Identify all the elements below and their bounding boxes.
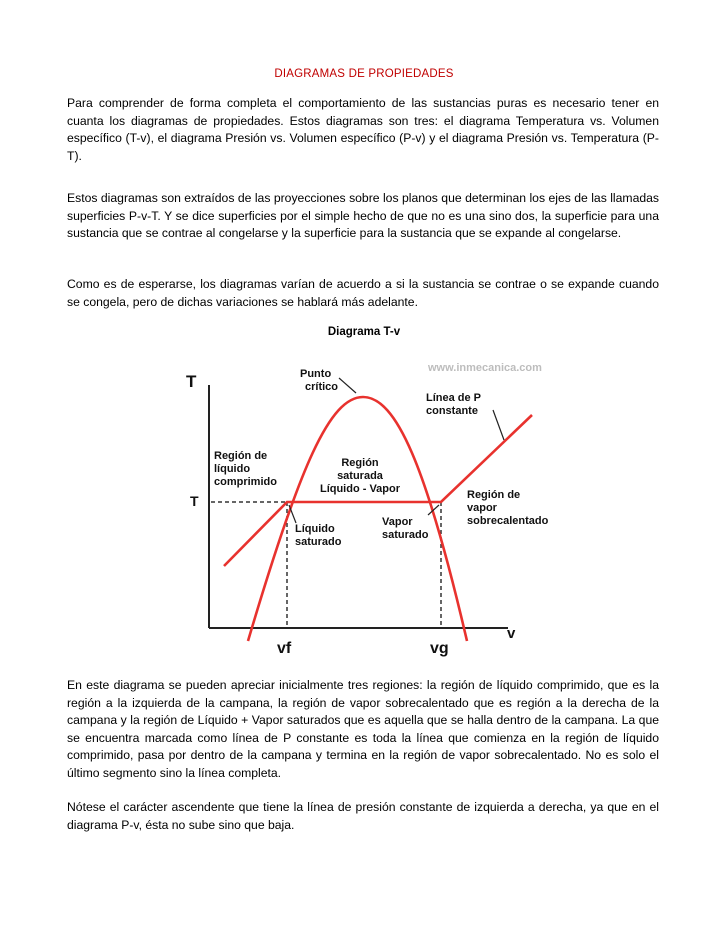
pressure-line-label	[426, 392, 481, 417]
svg-text:saturada: saturada	[337, 470, 383, 482]
pointer-sat-liquid	[289, 505, 296, 523]
paragraph-pv-note: Nótese el carácter ascendente que tiene la línea de presión constante de izquierda a derecha, ya que en el diagrama P-v, ésta no sube sino que baja.	[67, 800, 659, 832]
compressed-liquid-label	[214, 450, 277, 488]
svg-text:constante: constante	[426, 405, 478, 417]
x-axis-label: v	[507, 625, 516, 642]
svg-text:saturado: saturado	[382, 529, 429, 541]
svg-text:crítico: crítico	[305, 381, 339, 393]
svg-text:líquido: líquido	[214, 463, 251, 475]
svg-text:Región de: Región de	[214, 450, 268, 462]
paragraph-regions: En este diagrama se pueden apreciar inicialmente tres regiones: la región de líquido comprimido, que es la región a la izquierda de la campana, la región de vapor sobrecalentado que es región a la derecha de la campana y la región de Líquido + Vapor saturados que es aquella que se halla dentro de la campana. La que se encuentra marcada como línea de P constante es toda la línea que comienza en la región de líquido comprimido, pasa por dentro de la campana y termina en la región de vapor sobrecalentado. No es solo el último segmento sino la línea completa.	[67, 678, 659, 780]
figure-caption: Diagrama T-v	[327, 326, 401, 338]
superheated-label	[467, 489, 549, 527]
svg-text:Línea de P: Línea de P	[426, 392, 482, 404]
document-title: DIAGRAMAS DE PROPIEDADES	[274, 68, 454, 80]
saturation-dome-curve	[248, 397, 467, 641]
x-tick-vf: vf	[277, 640, 292, 657]
svg-text:vapor: vapor	[467, 502, 497, 514]
svg-text:Líquido - Vapor: Líquido - Vapor	[319, 483, 401, 495]
critical-point-label	[300, 368, 338, 393]
pointer-pressure-line	[493, 410, 504, 440]
saturated-vapor-label	[382, 516, 429, 541]
y-axis-label: T	[186, 372, 197, 391]
watermark-text: www.inmecanica.com	[428, 362, 542, 374]
x-tick-vg: vg	[430, 640, 449, 657]
tv-diagram	[180, 355, 570, 660]
saturated-liquid-label	[295, 523, 342, 548]
paragraph-variations: Como es de esperarse, los diagramas varían de acuerdo a si la sustancia se contrae o se expande cuando se congela, pero de dichas variaciones se hablará más adelante.	[67, 277, 659, 309]
pointer-critical	[339, 378, 356, 393]
svg-text:saturado: saturado	[295, 536, 342, 548]
svg-text:Punto: Punto	[300, 368, 332, 380]
y-tick-t: T	[190, 493, 199, 509]
svg-text:Región: Región	[341, 457, 379, 469]
svg-text:Región de: Región de	[467, 489, 521, 501]
svg-text:comprimido: comprimido	[214, 476, 277, 488]
paragraph-surfaces: Estos diagramas son extraídos de las proyecciones sobre los planos que determinan los ejes de las llamadas superficies P-v-T. Y se dice superficies por el simple hecho de que no es una sino dos, la superficie para una sustancia que se contrae al congelarse y la superficie para la sustancia que se expande al congelarse.	[67, 191, 659, 240]
saturated-region-label	[320, 457, 401, 495]
svg-text:sobrecalentado: sobrecalentado	[467, 515, 549, 527]
paragraph-intro: Para comprender de forma completa el comportamiento de las sustancias puras es necesario tener en cuanta los diagramas de propiedades. Estos diagramas son tres: el diagrama Temperatura vs. Volumen específico (T-v), el diagrama Presión vs. Volumen específico (P-v) y el diagrama Presión vs. Temperatura (P-T).	[67, 96, 659, 163]
svg-text:Líquido: Líquido	[295, 523, 335, 535]
svg-text:Vapor: Vapor	[382, 516, 413, 528]
